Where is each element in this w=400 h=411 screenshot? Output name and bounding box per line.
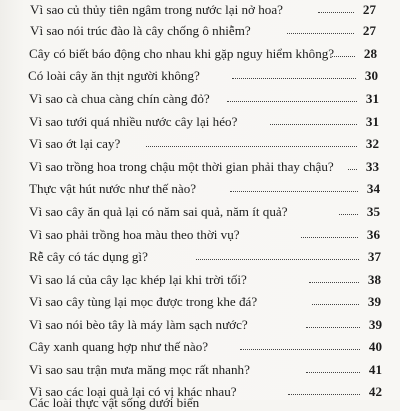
toc-entry-page: 42 bbox=[368, 384, 382, 399]
toc-leader-dots bbox=[230, 191, 358, 192]
toc-entry bbox=[0, 180, 400, 197]
toc-entry-page: 39 bbox=[367, 294, 381, 309]
toc-leader-dots bbox=[332, 56, 355, 57]
toc-entry-page: 31 bbox=[365, 114, 379, 129]
toc-entry-title: Vì sao sau trận mưa măng mọc rất nhanh? bbox=[29, 362, 250, 377]
toc-leader-dots bbox=[312, 304, 359, 305]
toc-entry bbox=[0, 45, 400, 62]
toc-leader-dots bbox=[306, 372, 360, 373]
toc-entry bbox=[0, 158, 400, 175]
toc-leader-dots bbox=[301, 237, 358, 238]
toc-entry bbox=[0, 203, 400, 220]
toc-entry bbox=[0, 113, 400, 130]
toc-entry bbox=[0, 316, 400, 333]
toc-leader-dots bbox=[348, 169, 357, 170]
toc-entry-title: Vì sao trồng hoa trong chậu một thời gian phải thay chậu? bbox=[29, 159, 334, 174]
toc-entry-title: Vì sao phải trồng hoa màu theo thời vụ? bbox=[29, 227, 240, 242]
toc-entry-page: 33 bbox=[365, 159, 379, 174]
toc-entry-page: 32 bbox=[365, 136, 379, 151]
toc-entry-title: Vì sao các loại quả lại có vị khác nhau? bbox=[29, 384, 237, 399]
toc-entry-title: Cây xanh quang hợp như thế nào? bbox=[29, 339, 209, 354]
toc-entry-title: Vì sao tưới quá nhiều nước cây lại héo? bbox=[29, 114, 238, 129]
toc-entry-title: Các loài thực vật sống dưới biển bbox=[29, 395, 200, 410]
toc-entry-page: 40 bbox=[368, 339, 382, 354]
toc-entry-page: 36 bbox=[366, 227, 380, 242]
toc-entry-page: 39 bbox=[368, 317, 382, 332]
toc-entry bbox=[0, 338, 400, 355]
toc-leader-dots bbox=[318, 12, 354, 13]
toc-entry-title: Thực vật hút nước như thế nào? bbox=[29, 181, 197, 196]
toc-entry bbox=[0, 248, 400, 265]
toc-entry-title: Có loài cây ăn thịt người không? bbox=[28, 68, 200, 83]
toc-entry bbox=[0, 361, 400, 378]
toc-entry bbox=[0, 135, 400, 152]
toc-leader-dots bbox=[227, 101, 357, 102]
toc-entry bbox=[0, 271, 400, 288]
toc-entry bbox=[0, 226, 400, 243]
toc-entry bbox=[0, 394, 400, 411]
toc-entry-title: Vì sao ớt lại cay? bbox=[29, 136, 121, 151]
toc-entry-page: 28 bbox=[363, 46, 377, 61]
toc-leader-dots bbox=[309, 282, 359, 283]
toc-entry-title: Cây có biết báo động cho nhau khi gặp nguy hiểm không? bbox=[29, 46, 335, 61]
toc-entry-page: 27 bbox=[362, 23, 376, 38]
toc-entry bbox=[0, 1, 400, 18]
toc-entry-page: 30 bbox=[364, 68, 378, 83]
toc-entry-title: Rễ cây có tác dụng gì? bbox=[29, 249, 148, 264]
toc-entry-page: 27 bbox=[362, 2, 376, 17]
toc-leader-dots bbox=[339, 214, 358, 215]
toc-leader-dots bbox=[306, 327, 360, 328]
toc-entry-title: Vì sao cây ăn quả lại có năm sai quả, năm ít quả? bbox=[29, 204, 288, 219]
toc-leader-dots bbox=[232, 78, 356, 79]
toc-leader-dots bbox=[240, 349, 360, 350]
toc-entry-page: 38 bbox=[367, 272, 381, 287]
toc-entry-page: 41 bbox=[368, 362, 382, 377]
toc-entry-page: 37 bbox=[367, 249, 381, 264]
toc-entry-title: Vì sao lá của cây lạc khép lại khi trời tối? bbox=[29, 272, 247, 287]
toc-entry-title: Vì sao cây tùng lại mọc được trong khe đá? bbox=[29, 294, 258, 309]
toc-entry-title: Vì sao nói trúc đào là cây chống ô nhiễm? bbox=[30, 23, 251, 38]
toc-leader-dots bbox=[270, 124, 357, 125]
toc-entry bbox=[0, 67, 400, 84]
toc-leader-dots bbox=[146, 146, 357, 147]
toc-entry-title: Vì sao củ thủy tiên ngâm trong nước lại nở hoa? bbox=[30, 2, 283, 17]
toc-entry-page: 35 bbox=[366, 204, 380, 219]
toc-entry-page: 31 bbox=[365, 91, 379, 106]
toc-entry-title: Vì sao cà chua càng chín càng đỏ? bbox=[29, 91, 210, 106]
toc-entry-page: 34 bbox=[366, 181, 380, 196]
toc-leader-dots bbox=[196, 259, 359, 260]
toc-entry bbox=[0, 293, 400, 310]
toc-entry bbox=[0, 90, 400, 107]
toc-entry-title: Vì sao nói bèo tây là máy làm sạch nước? bbox=[29, 317, 248, 332]
toc-entry bbox=[0, 22, 400, 39]
toc-leader-dots bbox=[287, 33, 354, 34]
